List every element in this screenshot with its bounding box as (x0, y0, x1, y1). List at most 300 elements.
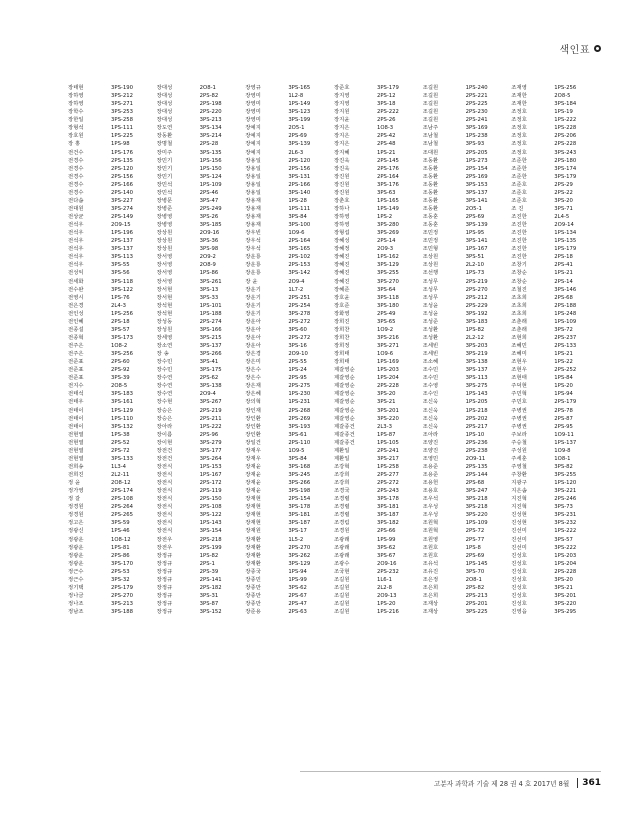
index-row (68, 503, 600, 511)
paper-code: 2PS-254 (288, 302, 311, 309)
paper-code: 1PS-20 (554, 383, 573, 390)
paper-code: 3PS-70 (465, 568, 485, 575)
paper-code: 3PS-220 (554, 601, 577, 607)
paper-code: 3PS-72 (554, 326, 573, 333)
author-name: 장운룡 (245, 262, 261, 269)
paper-code: 2PS-92 (111, 367, 130, 374)
index-row (68, 487, 600, 495)
author-name: 장재환 (245, 544, 261, 551)
paper-code: 3PS-31 (199, 592, 219, 599)
author-name: 장은수 (245, 367, 261, 374)
paper-code: 2PS-135 (465, 463, 488, 470)
paper-code: 1PS-273 (465, 157, 488, 164)
author-name: 장지윤 (333, 117, 350, 124)
author-name: 조재한 (511, 93, 527, 100)
paper-code: 3PS-256 (111, 351, 133, 358)
paper-code: 3PS-138 (199, 383, 222, 390)
author-name: 장종만 (245, 584, 261, 591)
index-row (68, 302, 600, 310)
author-name: 조수영 (422, 383, 439, 390)
index-row (68, 326, 600, 334)
paper-code: 1PS-109 (199, 181, 222, 188)
author-name: 전경수 (68, 157, 84, 164)
paper-code: 3PS-181 (288, 512, 311, 519)
author-name: 주승철 (511, 439, 527, 446)
index-row (68, 398, 600, 406)
paper-code: 1PS-87 (376, 431, 396, 438)
paper-code: 3PS-20 (376, 391, 396, 398)
author-name: 장성원 (156, 326, 173, 333)
index-row (68, 463, 600, 471)
paper-code: 2O9-4 (288, 278, 305, 285)
paper-code: 3PS-198 (288, 488, 311, 495)
author-name: 조성윤 (422, 310, 439, 317)
paper-code: 3PS-253 (111, 109, 133, 116)
author-name: 장정규 (156, 568, 173, 575)
author-name: 조아라 (422, 431, 439, 438)
author-name: 장지혜 (333, 149, 350, 156)
index-row (68, 221, 600, 229)
paper-code: 2PS-198 (199, 101, 222, 108)
paper-code: 2PS-270 (465, 286, 488, 293)
author-name: 장영미 (245, 93, 261, 100)
author-name: 주영철 (511, 463, 527, 470)
author-name: 조동훈 (422, 222, 439, 229)
author-name: 조남철 (422, 133, 439, 140)
author-name: 조경림 (333, 520, 350, 527)
author-name: 장영규 (245, 85, 261, 91)
author-name: 장용재 (245, 197, 261, 204)
paper-code: 2O9-13 (376, 592, 397, 599)
paper-code: 3PS-20 (554, 197, 573, 204)
author-name: 장예지 (245, 133, 261, 140)
paper-code: 1PS-82 (465, 326, 485, 333)
author-name: 장전우 (156, 536, 173, 543)
author-name: 장소연 (156, 343, 173, 349)
paper-code: 1L6-1 (376, 576, 392, 583)
paper-code: 3PS-201 (554, 592, 577, 599)
index-row (68, 447, 600, 455)
index-row (68, 544, 600, 552)
paper-code: 2PS-236 (465, 439, 488, 446)
author-name: 장의혁 (245, 399, 261, 406)
author-name: 전종혁 (68, 334, 84, 341)
index-row (68, 552, 600, 560)
author-name: 정가영 (68, 488, 84, 495)
paper-code: 2PS-201 (465, 601, 488, 607)
author-name: 장서현 (156, 294, 173, 301)
author-name: 장혜진 (333, 270, 350, 277)
paper-code: 3PS-131 (288, 173, 311, 180)
paper-code: 2O8-1 (465, 576, 482, 583)
paper-code: 3PS-166 (199, 326, 222, 333)
paper-code: 3PS-113 (465, 375, 488, 382)
author-name: 조소혜 (422, 359, 439, 366)
author-name: 조은희 (422, 592, 439, 599)
paper-code: 3PS-123 (288, 109, 311, 116)
author-name: 장재윤 (245, 472, 261, 478)
paper-code: 3PS-218 (465, 496, 488, 503)
paper-code: 2L2-12 (465, 334, 484, 341)
index-row (68, 132, 600, 140)
paper-code: 2PS-69 (465, 552, 485, 559)
author-name: 조강희 (333, 472, 350, 478)
index-row (68, 455, 600, 463)
paper-code: 3PS-60 (288, 326, 307, 333)
author-name: 조용헌 (422, 480, 439, 487)
paper-code: 3PS-231 (554, 512, 577, 519)
author-name: 전석우 (68, 222, 84, 229)
paper-code: 3PS-190 (111, 85, 133, 91)
author-name: 장하영 (333, 214, 350, 220)
author-name: 정근수 (68, 576, 84, 583)
paper-code: 2PS-14 (376, 238, 396, 245)
author-name: 장용일 (245, 157, 261, 164)
paper-code: 1PS-120 (554, 480, 577, 487)
paper-code: 3PS-65 (376, 318, 396, 325)
paper-code: 3PS-184 (554, 101, 577, 108)
paper-code: 3PS-21 (554, 584, 573, 591)
author-name: 전세화 (68, 278, 84, 285)
author-name: 조양진 (422, 439, 439, 446)
author-name: 조 진 (511, 205, 524, 212)
author-name: 전현열 (68, 439, 84, 446)
paper-code: 2PS-137 (111, 238, 133, 245)
paper-code: 2PS-272 (288, 334, 311, 341)
index-row (68, 382, 600, 390)
author-name: 장대성 (156, 93, 173, 100)
author-name: 전상균 (68, 214, 84, 220)
paper-code: 2PS-96 (199, 431, 219, 438)
paper-code: 1PS-24 (288, 367, 307, 374)
paper-code: 1PS-111 (111, 125, 133, 132)
paper-code: 2PS-12 (376, 93, 396, 100)
index-row (68, 471, 600, 479)
author-name: 장재현 (245, 496, 261, 503)
paper-code: 1PS-95 (465, 230, 485, 237)
author-name: 조수인 (422, 391, 439, 398)
index-row (68, 608, 600, 616)
author-name: 조진한 (511, 214, 527, 220)
paper-code: 2PS-174 (111, 488, 133, 495)
author-name: 제환일 (333, 447, 350, 454)
author-name: 장도연 (156, 125, 173, 132)
author-name: 조준한 (511, 157, 527, 164)
index-row (68, 310, 600, 318)
author-name: 조길원 (333, 609, 350, 616)
author-name: 장대성 (156, 85, 173, 91)
paper-code: 1PS-228 (554, 125, 577, 132)
author-name: 장형섭 (333, 230, 350, 237)
paper-code: 2O9-14 (554, 222, 574, 229)
author-name: 장진욱 (333, 165, 350, 172)
author-name: 조광래 (333, 552, 350, 559)
author-name: 장진욱 (333, 157, 350, 164)
author-name: 전인혜 (68, 318, 84, 325)
author-name: 전희진 (68, 472, 84, 478)
paper-code: 2PS-141 (199, 576, 222, 583)
paper-code: 2PS-66 (376, 528, 396, 535)
author-name: 장서영 (156, 254, 173, 261)
author-name: 조재한 (511, 101, 527, 108)
author-name: 조정호 (511, 109, 527, 116)
paper-code: 2PS-237 (554, 334, 577, 341)
author-name: 조혜민 (511, 343, 527, 349)
author-name: 장영미 (245, 109, 261, 116)
paper-code: 3PS-168 (288, 463, 311, 470)
index-row (68, 213, 600, 221)
author-name: 제갈영순 (333, 407, 355, 414)
paper-code: 1PS-101 (199, 302, 222, 309)
paper-code: 3PS-59 (111, 520, 130, 527)
author-name: 장수연 (156, 391, 173, 398)
circle-bullet-icon (594, 45, 601, 52)
paper-code: 1PS-111 (288, 205, 311, 212)
author-name: 조길원 (422, 109, 439, 116)
index-row (68, 431, 600, 439)
author-name: 장상원 (156, 246, 173, 253)
paper-code: 2PS-221 (465, 93, 488, 100)
paper-code: 3PS-183 (111, 391, 133, 398)
author-name: 장은혜 (245, 391, 261, 398)
paper-code: 3PS-215 (199, 334, 222, 341)
paper-code: 2PS-120 (111, 165, 133, 172)
author-name: 진성호 (511, 552, 527, 559)
paper-code: 2PS-272 (288, 318, 311, 325)
paper-code: 2PS-49 (376, 310, 396, 317)
author-name: 장용재 (245, 205, 261, 212)
paper-code: 2PS-110 (288, 439, 311, 446)
paper-code: 1O9-6 (376, 351, 394, 358)
paper-code: 3PS-57 (554, 536, 573, 543)
author-name: 조길원 (422, 101, 439, 108)
author-name: 정 갈 (68, 496, 81, 503)
author-name: 조성무 (422, 286, 439, 293)
paper-code: 2PS-252 (554, 367, 577, 374)
paper-code: 3PS-225 (465, 609, 488, 616)
paper-code: 2PS-69 (288, 133, 307, 140)
paper-code: 2PS-1 (199, 560, 215, 567)
paper-code: 2PS-42 (376, 133, 396, 140)
author-name: 전주은 (68, 343, 84, 349)
paper-code: 3PS-141 (465, 238, 488, 245)
paper-code: 1O8-3 (376, 125, 394, 132)
index-row (68, 92, 600, 100)
paper-code: 1PS-129 (111, 407, 133, 414)
author-name: 장종만 (245, 601, 261, 607)
author-name: 주세훈 (511, 455, 527, 462)
author-name: 조길원 (422, 117, 439, 124)
paper-code: 2PS-18 (111, 318, 130, 325)
paper-code: 2PS-179 (111, 584, 133, 591)
paper-code: 1O9-6 (288, 230, 305, 237)
author-name: 조성무 (422, 278, 439, 285)
author-name: 조신욱 (422, 423, 439, 430)
author-name: 정나금 (68, 592, 84, 599)
paper-code: 3PS-173 (111, 334, 133, 341)
paper-code: 3PS-146 (554, 286, 577, 293)
author-name: 진성호 (511, 560, 527, 567)
author-name: 장희태 (333, 359, 350, 366)
paper-code: 2PS-180 (554, 157, 577, 164)
author-name: 전석우 (68, 262, 84, 269)
author-name: 장전식 (156, 480, 173, 487)
paper-code: 2PS-166 (111, 181, 133, 188)
paper-code: 2O9-16 (199, 230, 220, 237)
paper-code: 3PS-154 (199, 528, 222, 535)
paper-code: 2PS-87 (554, 415, 573, 422)
footer-rule (300, 771, 601, 772)
author-name: 조신욱 (422, 399, 439, 406)
author-name: 장은재 (245, 383, 261, 390)
index-title: 색인표 (559, 45, 590, 56)
author-name: 장재원 (245, 528, 261, 535)
paper-code: 1O9-8 (554, 447, 571, 454)
paper-code: 2PS-212 (465, 294, 488, 301)
author-name: 주민혁 (511, 391, 527, 398)
paper-code: 2PS-274 (199, 318, 222, 325)
author-name: 조원혁 (422, 528, 439, 535)
paper-code: 3PS-183 (465, 318, 488, 325)
author-name: 정근수 (68, 568, 84, 575)
author-name: 장재환 (245, 560, 261, 567)
paper-code: 3PS-84 (288, 455, 307, 462)
author-name: 장희찬 (333, 334, 350, 341)
author-name: 진성현 (511, 512, 527, 519)
author-name: 장형석 (68, 125, 84, 132)
author-name: 장용재 (245, 214, 261, 220)
paper-code: 3PS-187 (376, 512, 399, 519)
index-row (68, 439, 600, 447)
paper-code: 3PS-262 (288, 552, 311, 559)
paper-code: 3PS-82 (554, 463, 573, 470)
author-name: 장하영 (68, 101, 84, 108)
author-name: 장운아 (245, 334, 261, 341)
author-name: 장전식 (156, 463, 173, 470)
paper-code: 2PS-264 (111, 504, 133, 511)
index-row (68, 407, 600, 415)
author-name: 주성원 (511, 447, 527, 454)
author-name: 조용준 (422, 472, 439, 478)
paper-code: 2PS-63 (288, 609, 307, 616)
index-row (68, 108, 600, 116)
author-name: 전종설 (68, 326, 84, 333)
paper-code: 1PS-179 (554, 246, 577, 253)
author-name: 정남조 (68, 609, 84, 616)
index-row (68, 479, 600, 487)
paper-code: 2PS-133 (554, 343, 577, 349)
author-name: 조길원 (422, 93, 439, 100)
paper-code: 2PS-68 (554, 294, 573, 301)
author-name: 제갈종건 (333, 439, 355, 446)
paper-code: 1O8-1 (554, 455, 571, 462)
paper-code: 1PS-149 (376, 205, 399, 212)
author-name: 조은희 (422, 584, 439, 591)
author-name: 지진혁 (511, 504, 527, 511)
paper-code: 2PS-145 (376, 157, 399, 164)
paper-code: 3PS-180 (376, 302, 399, 309)
author-name: 제갈영순 (333, 391, 355, 398)
author-index-table (68, 84, 600, 616)
paper-code: 3PS-212 (111, 93, 133, 100)
author-name: 장민기 (156, 173, 173, 180)
author-name: 장재윤 (245, 488, 261, 495)
paper-code: 2PS-219 (465, 278, 488, 285)
author-name: 제갈영순 (333, 375, 355, 382)
paper-code: 1PS-98 (111, 141, 130, 148)
paper-code: 2PS-86 (111, 552, 130, 559)
paper-code: 3PS-179 (376, 85, 399, 91)
author-name: 장정규 (156, 576, 173, 583)
author-name: 장예지 (245, 125, 261, 132)
author-name: 전경수 (68, 189, 84, 196)
paper-code: 2O8-5 (554, 93, 571, 100)
paper-code: 1PS-82 (199, 552, 219, 559)
index-row (68, 205, 600, 213)
paper-code: 3PS-220 (465, 512, 488, 519)
author-name: 정기택 (68, 584, 84, 591)
index-row (68, 568, 600, 576)
paper-code: 2PS-62 (199, 375, 219, 382)
author-name: 조선행 (422, 270, 439, 277)
paper-code: 2PS-82 (465, 584, 485, 591)
author-name: 조초희 (511, 302, 527, 309)
paper-code: 1PS-238 (465, 133, 488, 140)
index-row (68, 149, 600, 157)
index-row (68, 576, 600, 584)
author-name: 장전건 (156, 455, 173, 462)
paper-code: 1PS-99 (288, 576, 307, 583)
author-name: 장학수 (68, 109, 84, 116)
author-name: 조원호 (422, 552, 439, 559)
paper-code: 2PS-241 (465, 117, 488, 124)
author-name: 장호원 (68, 133, 84, 140)
author-name: 조정호 (511, 117, 527, 124)
paper-code: 1PS-188 (199, 310, 222, 317)
author-name: 정경원 (68, 512, 84, 519)
author-name: 전수완 (68, 286, 84, 293)
author-name: 제갈종건 (333, 423, 355, 430)
index-row (68, 358, 600, 366)
paper-code: 1PS-84 (554, 375, 573, 382)
author-name: 조상원 (422, 254, 439, 261)
paper-code: 2PS-108 (111, 496, 133, 503)
author-name: 조준호 (511, 189, 527, 196)
author-name: 장영미 (245, 117, 261, 124)
paper-code: 2PS-268 (288, 407, 311, 414)
author-name: 장전식 (156, 520, 173, 527)
author-name: 조동환 (422, 157, 439, 164)
paper-code: 2PS-154 (288, 496, 311, 503)
author-name: 진영읍 (511, 609, 527, 616)
paper-code: 2O8-12 (111, 480, 131, 487)
author-name: 전인성 (68, 310, 84, 317)
paper-code: 1PS-110 (111, 415, 133, 422)
author-name: 장승은 (156, 415, 173, 422)
paper-code: 1PS-248 (554, 310, 577, 317)
author-name: 장전식 (156, 488, 173, 495)
paper-code: 2PS-218 (199, 536, 222, 543)
author-name: 전대원 (68, 205, 84, 212)
paper-code: 3PS-271 (376, 343, 399, 349)
paper-code: 3PS-132 (111, 423, 133, 430)
author-name: 조광래 (333, 536, 350, 543)
author-name: 조신욱 (422, 415, 439, 422)
author-name: 조경렬 (333, 496, 350, 503)
author-name: 장운기 (245, 294, 261, 301)
author-name: 정광운 (68, 560, 84, 567)
index-row (68, 124, 600, 132)
